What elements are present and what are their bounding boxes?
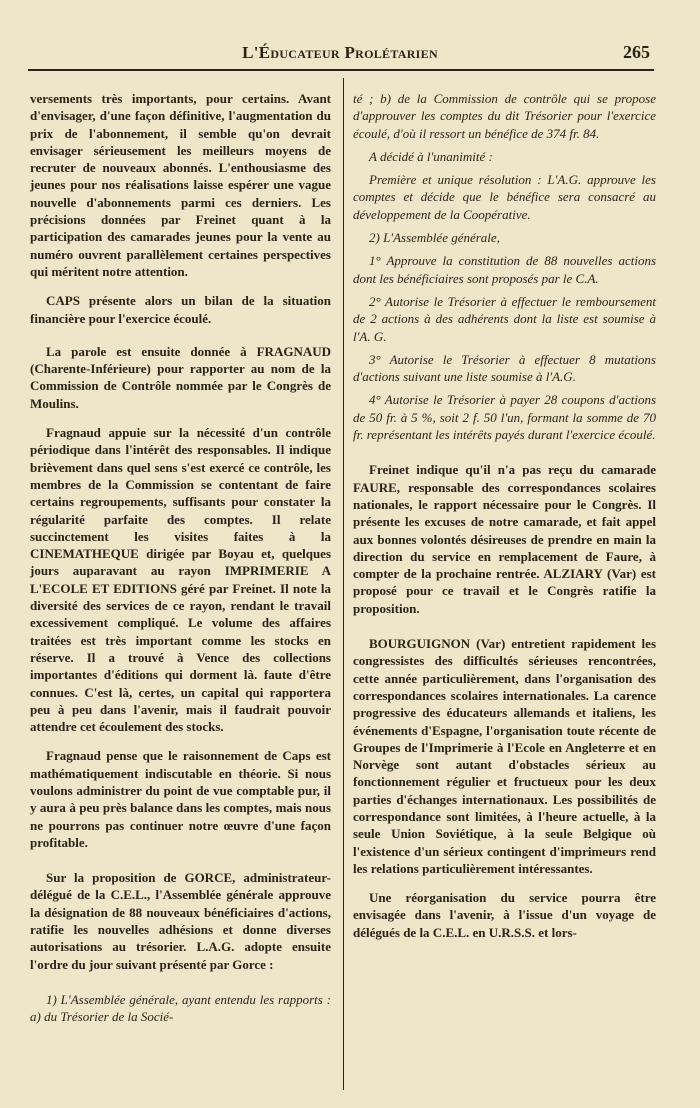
paragraph-fragnaud-intro: La parole est ensuite donnée à FRAGNAUD (Charente-Inférieure) pour rapporter au nom de la Commission de Contrôle nommée par le Congrès de Moulins.	[30, 343, 331, 411]
resolution-2-item-1: 1° Approuve la constitution de 88 nouvelles actions dont les bénéficiaires sont proposés par le C.A.	[353, 253, 656, 286]
resolution-2-item-4: 4° Autorise le Trésorier à payer 28 coupons d'actions de 50 fr. à 5 %, soit 2 f. 50 l'un, formant la somme de 70 fr. représentant les intérêts payés durant l'exercice écoulé.	[353, 392, 656, 443]
right-column	[353, 90, 656, 953]
resolution-1-start: 1) L'Assemblée générale, ayant entendu les rapports : a) du Trésorier de la Socié-	[30, 991, 331, 1025]
resolution-2-item-3: 3° Autorise le Trésorier à effectuer 8 mutations d'actions suivant une liste soumise à l'A.G.	[353, 351, 656, 385]
paragraph-caps-balance: CAPS présente alors un bilan de la situation financière pour l'exercice écoulé.	[30, 293, 331, 326]
paragraph-subscriptions: versements très importants, pour certains. Avant d'envisager, d'une façon définitive, l'augmentation du prix de l'abonnement, il semble qu'on devrait envisager sérieusement les meilleurs moyens de recruter de nouveaux abonnés. L'enthousiasme des jeunes pour nos réalisations laisse espérer une vague nouvelle d'abonnements parmi ces derniers. Les précisions données par Freinet quant à la participation des camarades jeunes pour la vente au numéro ouvrent parallèlement certaines perspectives qui méritent notre attention.	[30, 91, 331, 279]
page-header	[28, 40, 652, 68]
paragraph-faure-correspondence: Freinet indique qu'il n'a pas reçu du camarade FAURE, responsable des correspondances scolaires nationales, le rapport nécessaire pour le Congrès. Il présente les excuses de notre camarade, et fait appel aux bonnes volontés désireuses de prendre en main la direction du service en remplacement de Faure, à compter de la prochaine rentrée. ALZIARY (Var) est proposé pour ce travail et le Congrès ratifie la proposition.	[353, 462, 656, 616]
page-number: 265	[623, 42, 650, 62]
resolution-2-heading: 2) L'Assemblée générale,	[369, 230, 500, 246]
paragraph-bourguignon: BOURGUIGNON (Var) entretient rapidement les congressistes des difficultés sérieuses rencontrées, cette année particulièrement, dans l'organisation des correspondances scolaires internationales. La carence progressive des éducateurs allemands et italiens, les événements d'Espagne, l'organisation toute récente de Groupes de l'Imprimerie à l'Ecole en Angleterre et en Norvège sont autant d'obstacles sérieux au fonctionnement régulier et fructueux pour les deux parties d'échanges internationaux. Les possibilités de correspondance sont limitées, à l'heure actuelle, à la seule Union Soviétique, à la seule Belgique où l'existence d'un sérieux contingent d'imprimeurs rend les relations particulièrement intéressantes.	[353, 636, 656, 876]
paragraph-fragnaud-reasoning: Fragnaud pense que le raisonnement de Caps est mathématiquement indiscutable en théorie. Si nous voulons administrer du point de vue comptable pur, il y aura à peu près balance dans les comptes, mais nous ne pourrons pas continuer notre œuvre d'une façon profitable.	[30, 748, 331, 850]
header-rule	[28, 69, 654, 71]
resolution-2-item-2: 2° Autorise le Trésorier à effectuer le remboursement de 2 actions à des adhérents dont la liste est soumise à l'A. G.	[353, 293, 656, 344]
unanimous-decision: A décidé à l'unanimité :	[369, 148, 493, 164]
paragraph-gorce-proposal: Sur la proposition de GORCE, administrateur-délégué de la C.E.L., l'Assemblée générale approuve la désignation de 88 nouveaux bénéficiaires d'actions, ratifie les nouvelles adhésions et donne diverses autorisations au trésorier. L.A.G. adopte ensuite l'ordre du jour suivant présenté par Gorce :	[30, 870, 331, 972]
first-resolution: Première et unique résolution : L'A.G. approuve les comptes et décide que le bénéfice sera consacré au développement de la Coopérative.	[353, 172, 656, 222]
paragraph-fragnaud-control: Fragnaud appuie sur la nécessité d'un contrôle périodique dans l'intérêt des responsables. Il indique brièvement dans quel sens s'est exercé ce contrôle, les membres de la Commission se contentant de faire certains regroupements, suffisants pour constater la régularité parfaite des comptes. Il relate succinctement les visites faites à la CINEMATHEQUE dirigée par Boyau et, quelques jours auparavant au rayon IMPRIMERIE A L'ECOLE ET EDITIONS géré par Freinet. Il note la diversité des services de ce rayon, rendant le travail excessivement compliqué. Le volume des affaires traitées est très important comme les stocks en réserve. Il a trouvé à Vence des collections importantes d'éditions qui dorment là. faute d'être connues. C'est là, certes, un capital qui rapportera peu à peu dans l'avenir, mais il faudrait pouvoir attendre cet écoulement des stocks.	[30, 425, 331, 735]
column-rule	[343, 78, 344, 1090]
paragraph-reorganisation: Une réorganisation du service pourra être envisagée dans l'avenir, à l'issue d'un voyage de délégués de la C.E.L. en U.R.S.S. et lors-	[353, 890, 656, 940]
running-title: L'Éducateur Prolétarien	[242, 43, 438, 62]
resolution-1-continued: té ; b) de la Commission de contrôle qui se propose d'approuver les comptes du dit Trésorier pour l'exercice écoulé, d'où il ressort un bénéfice de 374 fr. 84.	[353, 91, 656, 141]
left-column	[30, 90, 331, 1038]
